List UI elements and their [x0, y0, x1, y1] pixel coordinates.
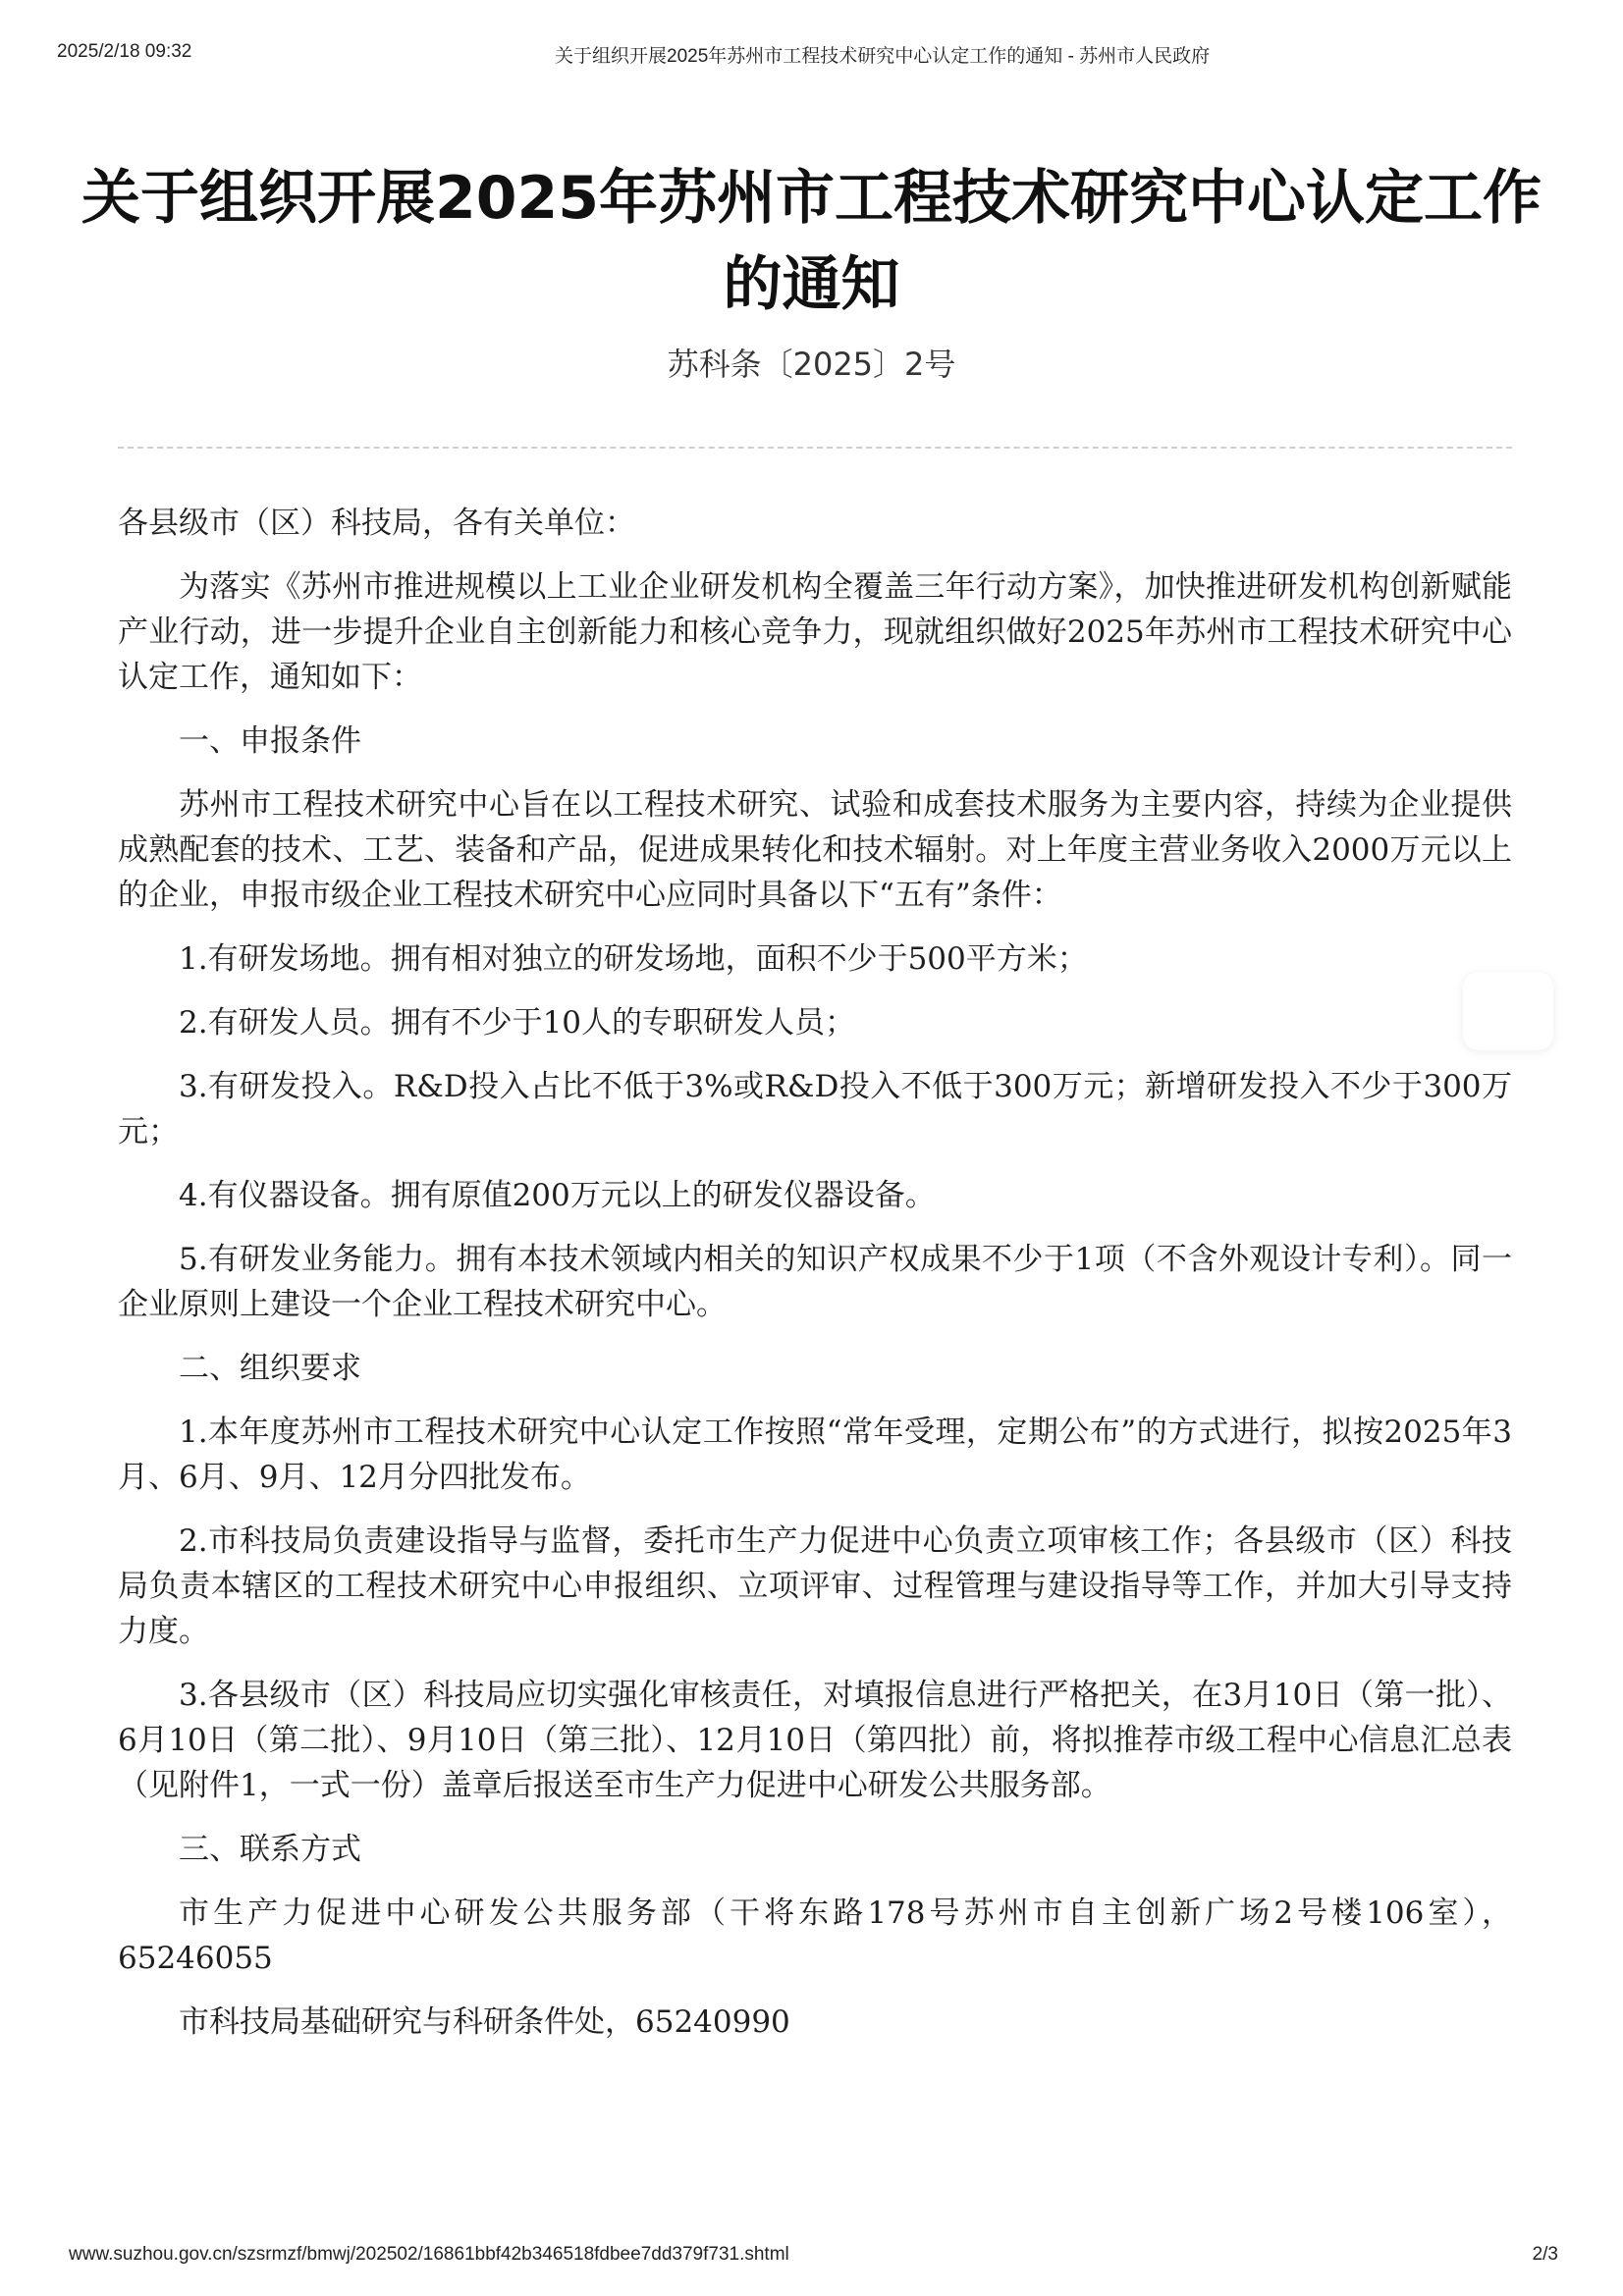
list-item: 2.市科技局负责建设指导与监督，委托市生产力促进中心负责立项审核工作；各县级市（区）科技局负责本辖区的工程技术研究中心申报组织、立项评审、过程管理与建设指导等工作，并加大引导支持力度。 [118, 1523, 1512, 1649]
list-item: 2.有研发人员。拥有不少于10人的专职研发人员； [179, 1005, 856, 1041]
floating-side-widget[interactable] [1463, 972, 1553, 1050]
contact-item: 市生产力促进中心研发公共服务部（干将东路178号苏州市自主创新广场2号楼106室），65246055 [118, 1896, 1512, 1976]
print-footer [0, 2240, 1623, 2271]
intro-paragraph: 为落实《苏州市推进规模以上工业企业研发机构全覆盖三年行动方案》，加快推进研发机构创新赋能产业行动，进一步提升企业自主创新能力和核心竞争力，现就组织做好2025年苏州市工程技术研究中心认定工作，通知如下： [118, 569, 1512, 695]
document-body [118, 501, 1512, 2063]
print-page-number: 2/3 [1532, 2244, 1558, 2265]
list-item: 4.有仪器设备。拥有原值200万元以上的研发仪器设备。 [179, 1178, 936, 1213]
list-item: 3.有研发投入。R&D投入占比不低于3%或R&D投入不低于300万元；新增研发投入不少于300万元； [118, 1069, 1512, 1149]
section-heading-conditions: 一、申报条件 [179, 723, 361, 759]
print-header [0, 35, 1623, 67]
list-item: 5.有研发业务能力。拥有本技术领域内相关的知识产权成果不少于1项（不含外观设计专利）。同一企业原则上建设一个企业工程技术研究中心。 [118, 1242, 1512, 1322]
list-item: 1.有研发场地。拥有相对独立的研发场地，面积不少于500平方米； [179, 941, 1088, 977]
salutation: 各县级市（区）科技局，各有关单位： [118, 506, 635, 541]
section-heading-contacts: 三、联系方式 [179, 1832, 361, 1867]
body-paragraph: 苏州市工程技术研究中心旨在以工程技术研究、试验和成套技术服务为主要内容，持续为企业提供成熟配套的技术、工艺、装备和产品，促进成果转化和技术辐射。对上年度主营业务收入2000万元以上的企业，申报市级企业工程技术研究中心应同时具备以下“五有”条件： [118, 787, 1512, 913]
section-heading-requirements: 二、组织要求 [179, 1351, 361, 1386]
print-page-title: 关于组织开展2025年苏州市工程技术研究中心认定工作的通知 - 苏州市人民政府 [555, 46, 1211, 67]
list-item: 3.各县级市（区）科技局应切实强化审核责任，对填报信息进行严格把关，在3月10日（第一批）、6月10日（第二批）、9月10日（第三批）、12月10日（第四批）前，将拟推荐市级工程中心信息汇总表（见附件1，一式一份）盖章后报送至市生产力促进中心研发公共服务部。 [118, 1678, 1512, 1803]
print-datetime: 2025/2/18 09:32 [57, 41, 192, 62]
contact-item: 市科技局基础研究与科研条件处，65240990 [179, 2004, 790, 2040]
title-divider [118, 447, 1512, 449]
print-url: www.suzhou.gov.cn/szsrmzf/bmwj/202502/16861bbf42b346518fdbee7dd379f731.shtml [69, 2244, 789, 2265]
document-number: 苏科条〔2025〕2号 [667, 346, 956, 383]
list-item: 1.本年度苏州市工程技术研究中心认定工作按照“常年受理，定期公布”的方式进行，拟按2025年3月、6月、9月、12月分四批发布。 [118, 1415, 1512, 1495]
document-title: 关于组织开展2025年苏州市工程技术研究中心认定工作的通知 [81, 164, 1542, 320]
